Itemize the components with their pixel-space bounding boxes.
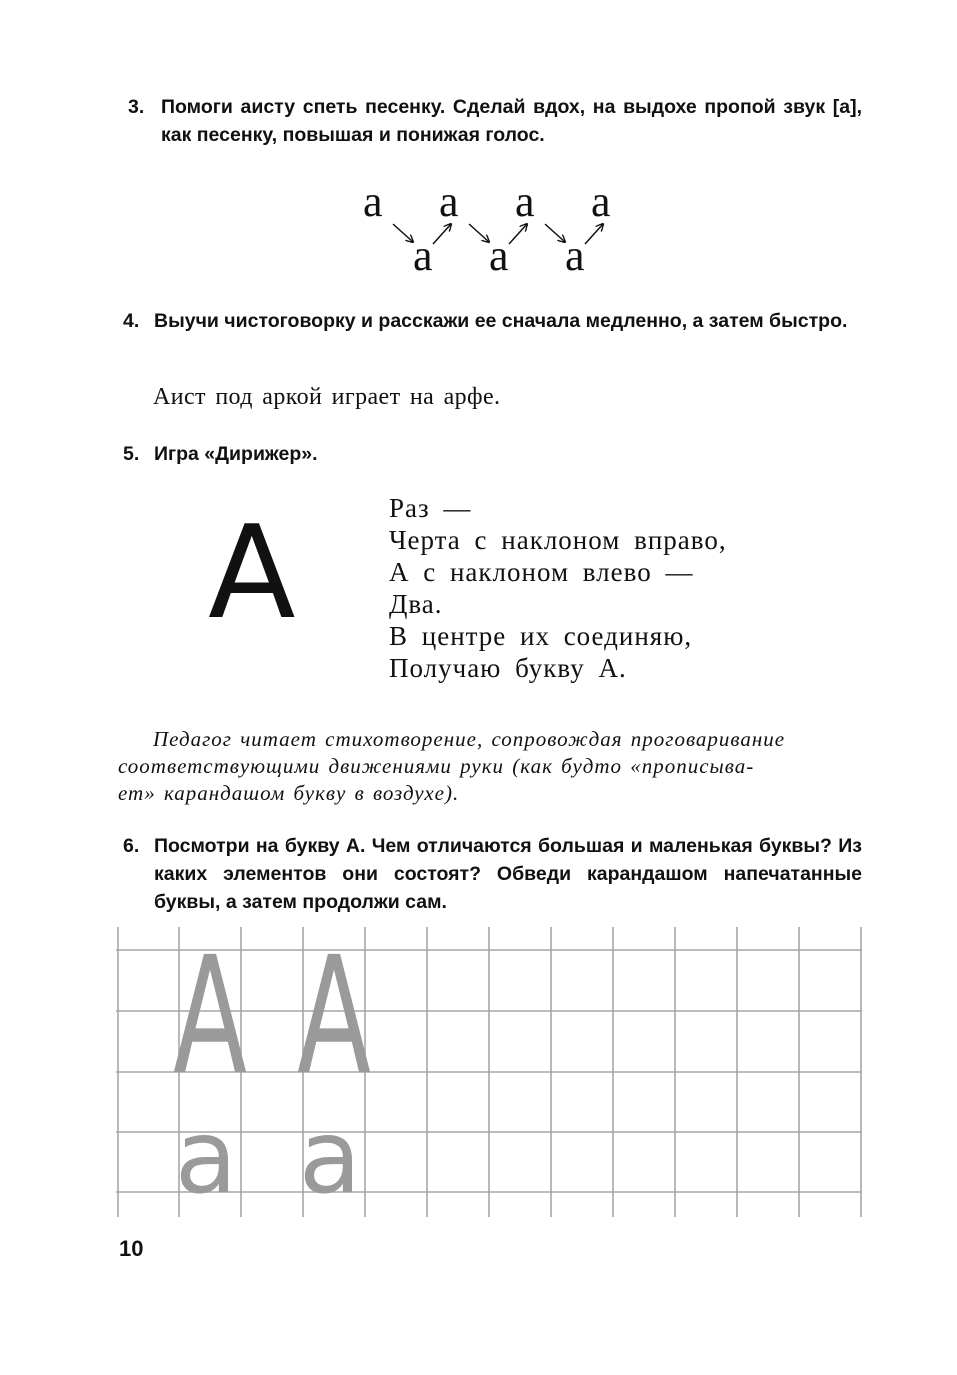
note-line: ет» карандашом букву в воздухе). [118, 781, 460, 805]
poem [389, 492, 727, 684]
tongue-twister: Аист под аркой играет на арфе. [153, 384, 501, 410]
page-number: 10 [119, 1236, 144, 1261]
poem-line: В центре их соединяю, [389, 621, 693, 651]
task-3-text: Помоги аисту спеть песенку. Сделай вдох, на выдохе пропой звук [а], как песенку, повышая и понижая голос. [161, 96, 862, 146]
task-6 [123, 832, 862, 916]
song-pattern [355, 172, 625, 282]
task-5-number: 5. [123, 443, 140, 465]
task-5-text: Игра «Дирижер». [154, 443, 318, 465]
poem-line: Получаю букву А. [389, 653, 627, 683]
note-line: Педагог читает стихотворение, сопровождая проговаривание [153, 727, 786, 751]
task-4-text: Выучи чистоговорку и расскажи ее сначала медленно, а затем быстро. [154, 310, 848, 332]
poem-line: Черта с наклоном вправо, [389, 525, 727, 555]
poem-line: Раз — [389, 493, 472, 523]
writing-grid[interactable] [116, 927, 864, 1219]
arrow-down-1 [393, 224, 413, 242]
song-top-2: а [439, 177, 459, 226]
song-bottom-3: а [565, 231, 585, 280]
arrow-up-2 [509, 224, 527, 244]
arrow-up-1 [433, 224, 451, 244]
teacher-note [118, 726, 862, 807]
task-3 [128, 93, 862, 149]
song-arrows [355, 172, 625, 282]
poem-line: Два. [389, 589, 443, 619]
song-bottom-2: а [489, 231, 509, 280]
task-4 [123, 307, 862, 335]
song-top-3: а [515, 177, 535, 226]
big-letter-a: А [208, 499, 296, 648]
song-top-1: а [363, 177, 383, 226]
trace-upper-a-1[interactable]: А [173, 927, 247, 1111]
arrow-down-2 [469, 224, 489, 242]
task-4-number: 4. [123, 310, 140, 332]
task-6-number: 6. [123, 835, 140, 857]
poem-line: А с наклоном влево — [389, 557, 694, 587]
song-bottom-1: а [413, 231, 433, 280]
arrow-up-3 [585, 224, 603, 244]
task-6-text: Посмотри на букву А. Чем отличаются большая и маленькая буквы? Из каких элементов они состоят? Обведи карандашом напечатанные буквы, а затем продолжи сам. [154, 835, 862, 913]
task-5 [123, 440, 862, 468]
trace-lower-a-2[interactable]: а [298, 1098, 362, 1217]
note-line: соответствующими движениями руки (как будто «прописыва- [118, 754, 755, 778]
task-3-number: 3. [128, 96, 145, 118]
trace-upper-a-2[interactable]: А [297, 927, 371, 1111]
trace-lower-a-1[interactable]: а [174, 1098, 238, 1217]
song-top-4: а [591, 177, 611, 226]
arrow-down-3 [545, 224, 565, 242]
